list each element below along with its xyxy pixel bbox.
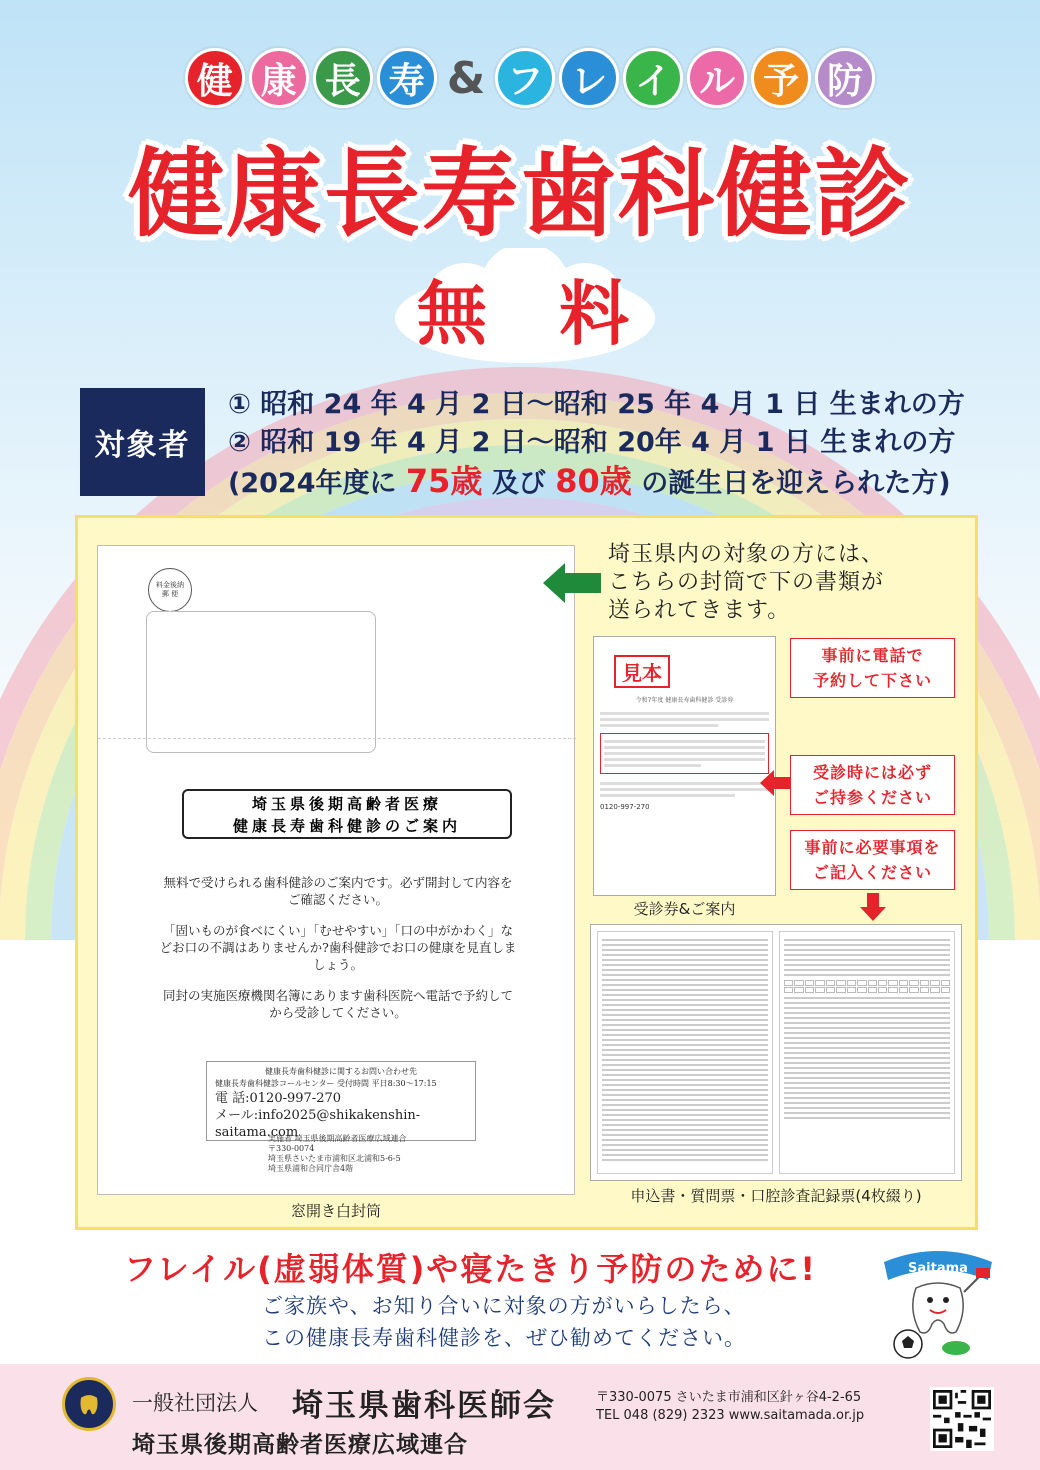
corp-name: 埼玉県歯科医師会 bbox=[292, 1388, 556, 1424]
circle-char: ル bbox=[687, 48, 747, 108]
callout-line: ご記入ください bbox=[812, 863, 932, 882]
age-note-pre: (2024年度に bbox=[228, 468, 406, 499]
envelope-title bbox=[182, 789, 512, 839]
recommend-line: ご家族や、お知り合いに対象の方がいらしたら、 bbox=[262, 1294, 746, 1318]
ampersand: & bbox=[446, 52, 486, 104]
left-arrow-icon bbox=[543, 563, 601, 603]
circle-char: イ bbox=[623, 48, 683, 108]
voucher-text-lines bbox=[600, 782, 769, 797]
callout-line: 予約して下さい bbox=[812, 671, 932, 690]
oral-exam-sheet bbox=[779, 931, 955, 1174]
circle-char: フ bbox=[495, 48, 555, 108]
fold-line bbox=[98, 738, 576, 739]
postage-stamp bbox=[148, 568, 192, 612]
sender-line: 埼玉県さいたま市浦和区北浦和5-6-5 bbox=[268, 1154, 401, 1163]
callout-fill bbox=[790, 830, 955, 890]
age-note-mid: 及び bbox=[482, 468, 556, 499]
tooth-chart bbox=[784, 980, 950, 993]
callout-bring bbox=[790, 755, 955, 815]
forms-caption: 申込書・質問票・口腔診査記録票(4枚綴り) bbox=[630, 1187, 922, 1205]
callout-line: 受診時には必ず bbox=[812, 763, 932, 782]
contact-phone: 電 話:0120-997-270 bbox=[215, 1091, 342, 1106]
dental-association-logo-icon bbox=[62, 1377, 116, 1431]
sender-info bbox=[268, 1134, 548, 1174]
address-line: 〒330-0075 さいたま市浦和区針ヶ谷4-2-65 bbox=[596, 1390, 862, 1405]
envelope-window bbox=[146, 611, 376, 753]
sender-line: 実施者 埼玉県後期高齢者医療広域連合 bbox=[268, 1134, 407, 1143]
free-label: 無 料 bbox=[416, 273, 654, 355]
circle-char: 防 bbox=[815, 48, 875, 108]
envelope-caption: 窓開き白封筒 bbox=[290, 1202, 381, 1220]
contact-center: 健康長寿歯科健診コールセンター 受付時間 平日8:30〜17:15 bbox=[215, 1079, 437, 1088]
envelope-sample bbox=[97, 545, 575, 1195]
corp-address bbox=[596, 1389, 864, 1425]
voucher-highlight bbox=[600, 733, 769, 774]
voucher-phone: 0120-997-270 bbox=[600, 803, 650, 811]
sample-stamp: 見本 bbox=[614, 655, 670, 688]
subtitle-circles bbox=[130, 46, 930, 110]
questionnaire-sheet bbox=[597, 931, 773, 1174]
main-title: 健康長寿歯科健診 bbox=[128, 138, 912, 250]
recommend-message bbox=[262, 1290, 882, 1354]
callout-line: 事前に電話で bbox=[821, 646, 924, 665]
callout-reserve bbox=[790, 638, 955, 698]
tel-url-line: TEL 048 (829) 2323 www.saitamada.or.jp bbox=[596, 1408, 865, 1423]
circle-char: 予 bbox=[751, 48, 811, 108]
circle-char: 寿 bbox=[377, 48, 437, 108]
age-note-post: の誕生日を迎えられた方) bbox=[631, 468, 951, 499]
qr-code-icon[interactable] bbox=[930, 1387, 994, 1451]
send-description bbox=[608, 541, 968, 625]
send-line: 埼玉県内の対象の方には、 bbox=[608, 542, 885, 567]
callout-line: 事前に必要事項を bbox=[804, 838, 941, 857]
envelope-title-line1: 埼玉県後期高齢者医療 bbox=[251, 795, 442, 813]
age-75: 75歳 bbox=[405, 462, 483, 500]
voucher-sample bbox=[593, 636, 776, 896]
envelope-body bbox=[158, 874, 518, 1035]
sender-line: 〒330-0074 bbox=[268, 1144, 315, 1153]
target-line-2: ② 昭和 19 年 4 月 2 日〜昭和 20年 4 月 1 日 生まれの方 bbox=[228, 427, 956, 458]
circle-char: 長 bbox=[313, 48, 373, 108]
contact-heading: 健康長寿歯科健診に関するお問い合わせ先 bbox=[265, 1067, 417, 1076]
contact-box bbox=[206, 1061, 476, 1141]
union-name: 埼玉県後期高齢者医療広域連合 bbox=[132, 1432, 468, 1458]
age-80: 80歳 bbox=[555, 462, 632, 500]
red-left-arrow-icon bbox=[760, 770, 790, 796]
contact-email: メール:info2025@shikakenshin-saitama.com bbox=[215, 1108, 421, 1140]
voucher-title: 令和7年度 健康長寿歯科健診 受診券 bbox=[635, 697, 734, 704]
send-line: こちらの封筒で下の書類が bbox=[608, 570, 885, 595]
circle-char: レ bbox=[559, 48, 619, 108]
sender-line: 埼玉県浦和合同庁舎4階 bbox=[268, 1164, 354, 1173]
target-line-3 bbox=[228, 462, 1018, 503]
tooth-mascot-icon bbox=[878, 1240, 998, 1362]
voucher-text-lines bbox=[600, 712, 769, 727]
stamp-line: 料金後納 bbox=[156, 581, 184, 589]
envelope-body-2: 「固いものが食べにくい」「むせやすい」「口の中がかわく」などお口の不調はありませんか?歯科健診でお口の健康を見直しましょう。 bbox=[159, 923, 517, 972]
stamp-line: 郵 便 bbox=[161, 590, 179, 598]
target-line-1: ① 昭和 24 年 4 月 2 日〜昭和 25 年 4 月 1 日 生まれの方 bbox=[228, 389, 965, 420]
circle-char: 健 bbox=[185, 48, 245, 108]
callout-line: ご持参ください bbox=[812, 788, 932, 807]
corp-type: 一般社団法人 bbox=[132, 1391, 258, 1415]
circle-char: 康 bbox=[249, 48, 309, 108]
mascot-banner-text: Saitama bbox=[908, 1261, 968, 1276]
send-line: 送られてきます。 bbox=[608, 598, 791, 623]
frail-message: フレイル(虚弱体質)や寝たきり予防のために! bbox=[124, 1250, 817, 1288]
red-down-arrow-icon bbox=[860, 893, 886, 921]
voucher-caption: 受診券&ご案内 bbox=[633, 900, 736, 918]
recommend-line: この健康長寿歯科健診を、ぜひ勧めてください。 bbox=[262, 1326, 746, 1350]
target-label: 対象者 bbox=[80, 388, 205, 496]
envelope-body-3: 同封の実施医療機関名簿にあります歯科医院へ電話で予約してから受診してください。 bbox=[162, 988, 513, 1020]
envelope-title-line2: 健康長寿歯科健診のご案内 bbox=[232, 817, 461, 835]
envelope-body-1: 無料で受けられる歯科健診のご案内です。必ず開封して内容をご確認ください。 bbox=[163, 875, 513, 907]
target-lines bbox=[228, 386, 1018, 503]
forms-sample bbox=[590, 924, 962, 1181]
